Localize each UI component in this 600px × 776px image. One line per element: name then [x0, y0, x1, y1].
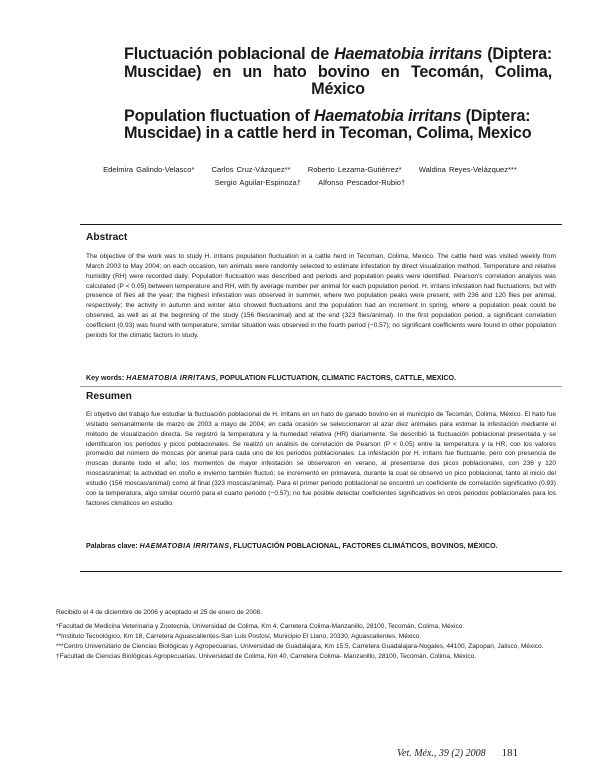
resumen-heading: Resumen [86, 391, 132, 402]
footnotes [56, 608, 556, 662]
resumen-keywords: Palabras clave: HAEMATOBIA IRRITANS, FLUCTUACIÓN POBLACIONAL, FACTORES CLIMÁTICOS, BOVINOS, MÉXICO. [86, 542, 498, 550]
title-block [124, 46, 552, 143]
keyword-species: HAEMATOBIA IRRITANS [139, 542, 230, 550]
affiliation-footnote: †Facultad de Ciencias Biológicas Agropecuarias, Universidad de Colima, Km 40, Carretera Colima- Manzanillo, 28100, Tecomán, Colima, México. [56, 653, 477, 661]
affiliation-footnote: *Facultad de Medicina Veterinaria y Zootecnia, Universidad de Colima, Km 4, Carretera Colima-Manzanillo, 28100, Tecomán, Colima, México. [56, 623, 465, 631]
title-spanish-species: Haematobia irritans [334, 45, 483, 63]
author: Carlos Cruz-Vázquez** [211, 165, 291, 174]
page-number: 181 [501, 747, 519, 759]
title-english-species: Haematobia irritans [313, 106, 462, 125]
abstract-bottom-rule [80, 571, 562, 572]
section-divider [80, 386, 562, 387]
keyword-species: HAEMATOBIA IRRITANS [126, 374, 216, 382]
author-row-1 [40, 163, 580, 176]
title-english: Population fluctuation of Haematobia irritans (Diptera: Muscidae) in a cattle herd in Tecoman, Colima, Mexico [124, 106, 532, 142]
abstract-keywords: Key words: HAEMATOBIA IRRITANS, POPULATION FLUCTUATION, CLIMATIC FACTORS, CATTLE, MEXICO. [86, 374, 457, 382]
abstract-heading: Abstract [86, 232, 128, 243]
author-row-2 [40, 176, 580, 189]
author: Sergio Aguilar-Espinoza† [214, 178, 302, 187]
received-date: Recibido el 4 de diciembre de 2006 y aceptado el 25 de enero de 2008. [56, 609, 262, 616]
affiliation-footnote: **Instituto Tecnológico, Km 18, Carretera Aguascalientes-San Luis Postosí, Municipio El Llano, 20330, Aguascalientes, México. [56, 633, 422, 641]
journal-footer [397, 747, 557, 759]
author: Waldina Reyes-Velázquez*** [418, 165, 517, 174]
journal-citation: Vet. Méx., 39 (2) 2008 [397, 748, 486, 759]
author: Roberto Lezama-Gutiérrez* [307, 165, 402, 174]
author: Alfonso Pescador-Rubio† [318, 178, 406, 187]
title-spanish: Fluctuación poblacional de Haematobia irritans (Diptera: Muscidae) en un hato bovino en Tecomán, Colima, México [124, 45, 552, 98]
affiliation-footnote: ***Centro Universitario de Ciencias Biológicas y Agropecuarias, Universidad de Guadalajara, Km 15.5, Carretera Guadalajara-Nogales, 44100, Zapopan, Jalisco, México. [56, 643, 544, 651]
author: Edelmira Galindo-Velasco* [103, 165, 195, 174]
abstract-top-rule [80, 224, 562, 225]
resumen-text: El objetivo del trabajo fue estudiar la fluctuación poblacional de H. irritans en un hato de ganado bovino en el municipio de Tecomán, Colima, México. El hato fue visitado semanalmente de marzo de 2003 a mayo de 2004; en cada ocasión se seleccionaron al azar diez animales para estimar la infestación mediante el método de visualización directa. Se registró la temperatura y la humedad relativa (HR) diariamente. Se describió la fluctuación poblacional presentada y se identificaron los periodos y picos poblacionales. Se realizó un análisis de correlación de Pearson (P < 0.05) entre la temperatura y la HR, con los valores promedio del número de moscas por animal para cada uno de los periodos poblacionales. La infestación por H. irritans fue fluctuante, pero con presencia de moscas durante todo el año; los momentos de mayor infestación se observaron en verano, al presentarse dos picos poblacionales, con 236 y 120 moscas/animal; la actividad en otoño e invierno también fluctuó; se incrementó en primavera, durante la cual se observó un pico poblacional, tanto al inicio del estudio (156 moscas/animal) como al final (323 moscas/animal). Para el primer periodo poblacional se encontró un coeficiente de correlación significativo (0.93) con la temperatura, algo similar ocurrió para el cuarto periodo (−0.57); no fue posible detectar coeficientes significativos en otros periodos poblacionales para los factores climáticos en estudio. [86, 411, 556, 507]
abstract-text: The objective of the work was to study H. irritans population fluctuation in a cattle herd in Tecoman, Colima, Mexico. The cattle herd was visited weekly from March 2003 to May 2004; on each occasion, ten animals were randomly selected to estimate infestation by direct visualization method. Temperature and relative humidity (RH) were recorded daily. Population fluctuation was described and periods and population peaks were identified. Pearson's correlation analysis was calculated (P < 0.05) between temperature and RH, with fly average number per animal for each population period. H. irritans infestation had fluctuations, but with presence of flies all the year; the highest infestation was observed in summer, where two population peaks were present, with 236 and 120 flies per animal, respectively; the activity in autumn and winter also showed fluctuations and the population had an increment in spring, where a population peak could be observed, as well as at the beginning of the study (156 flies/animal) and at the end (323 flies/animal). In the first population period, a significant correlation coefficient (0.93) was found with temperature, similar situation was observed in the fourth period (−0.57); no significant coefficients were found in other population periods for the climatic factors in study. [86, 253, 556, 339]
author-list [40, 163, 580, 189]
